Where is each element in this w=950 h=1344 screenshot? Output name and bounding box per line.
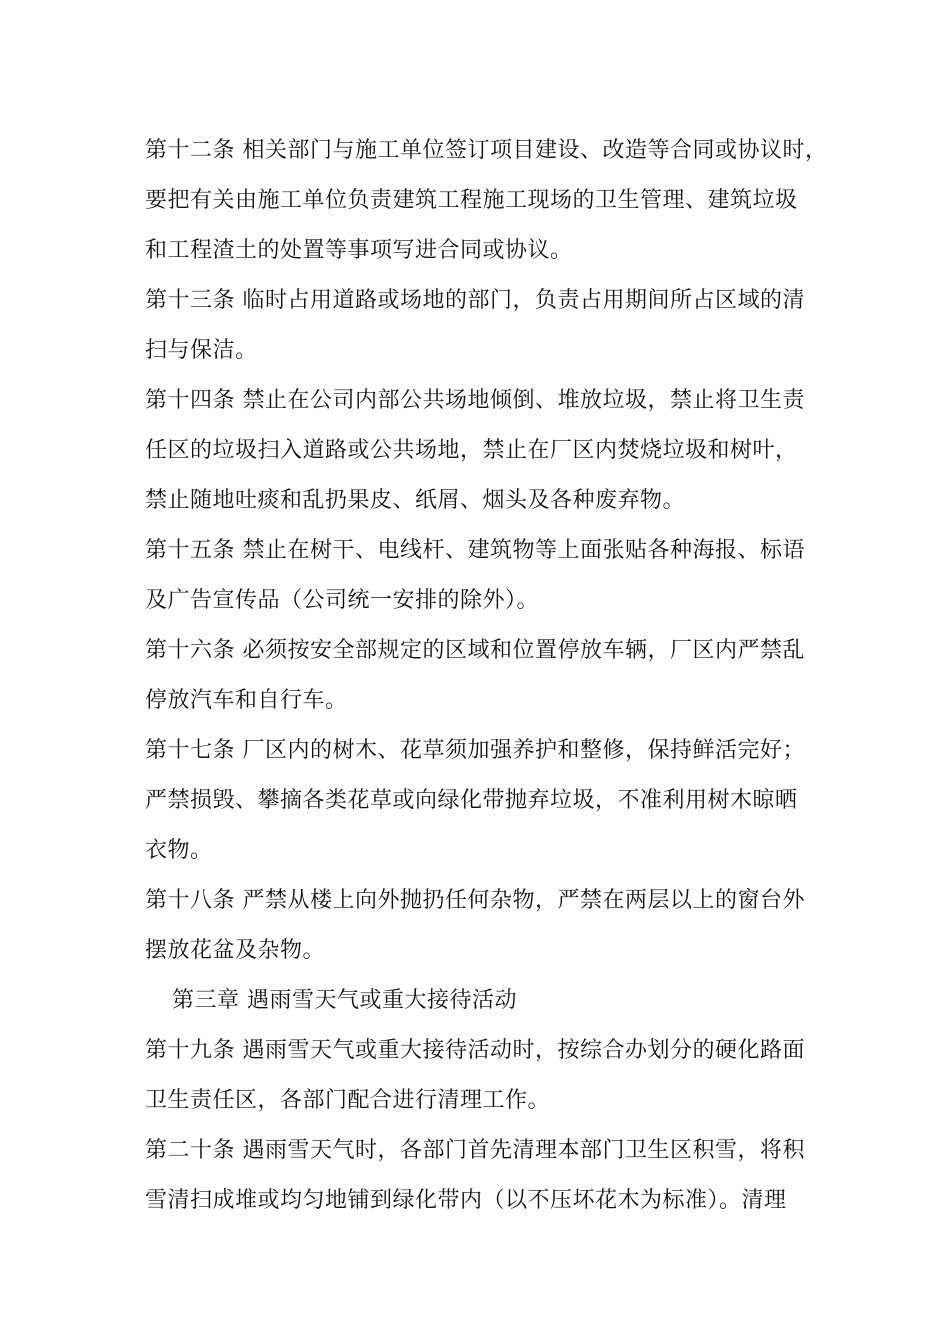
text-line: 第二十条 遇雨雪天气时，各部门首先清理本部门卫生区积雪，将积 [145,1138,805,1163]
text-line: 第十九条 遇雨雪天气或重大接待活动时，按综合办划分的硬化路面 [145,1038,805,1063]
text-line: 第十四条 禁止在公司内部公共场地倾倒、堆放垃圾，禁止将卫生责 [145,388,805,413]
text-line: 任区的垃圾扫入道路或公共场地，禁止在厂区内焚烧垃圾和树叶， [145,438,798,463]
text-line: 第十三条 临时占用道路或场地的部门，负责占用期间所占区域的清 [145,288,805,313]
text-line: 第十五条 禁止在树干、电线杆、建筑物等上面张贴各种海报、标语 [145,538,805,563]
text-line: 严禁损毁、攀摘各类花草或向绿化带抛弃垃圾，不准利用树木晾晒 [145,788,798,813]
text-line: 衣物。 [145,838,213,863]
text-line: 停放汽车和自行车。 [145,688,348,713]
text-line: 和工程渣土的处置等事项写进合同或协议。 [145,238,573,263]
text-line: 摆放花盆及杂物。 [145,938,326,963]
text-line: 第十八条 严禁从楼上向外抛扔任何杂物，严禁在两层以上的窗台外 [145,888,805,913]
text-line: 禁止随地吐痰和乱扔果皮、纸屑、烟头及各种废弃物。 [145,488,686,513]
text-line: 卫生责任区，各部门配合进行清理工作。 [145,1088,551,1113]
text-line: 扫与保洁。 [145,338,258,363]
text-line: 第十六条 必须按安全部规定的区域和位置停放车辆，厂区内严禁乱 [145,638,805,663]
text-line: 第十七条 厂区内的树木、花草须加强养护和整修，保持鲜活完好； [145,738,805,763]
text-line: 第十二条 相关部门与施工单位签订项目建设、改造等合同或协议时， [145,138,828,163]
text-line: 及广告宣传品（公司统一安排的除外）。 [145,588,540,613]
text-line: 雪清扫成堆或均匀地铺到绿化带内（以不压坏花木为标准）。清理 [145,1188,787,1213]
text-line: 要把有关由施工单位负责建筑工程施工现场的卫生管理、建筑垃圾 [145,188,798,213]
chapter-heading: 第三章 遇雨雪天气或重大接待活动 [172,988,517,1013]
